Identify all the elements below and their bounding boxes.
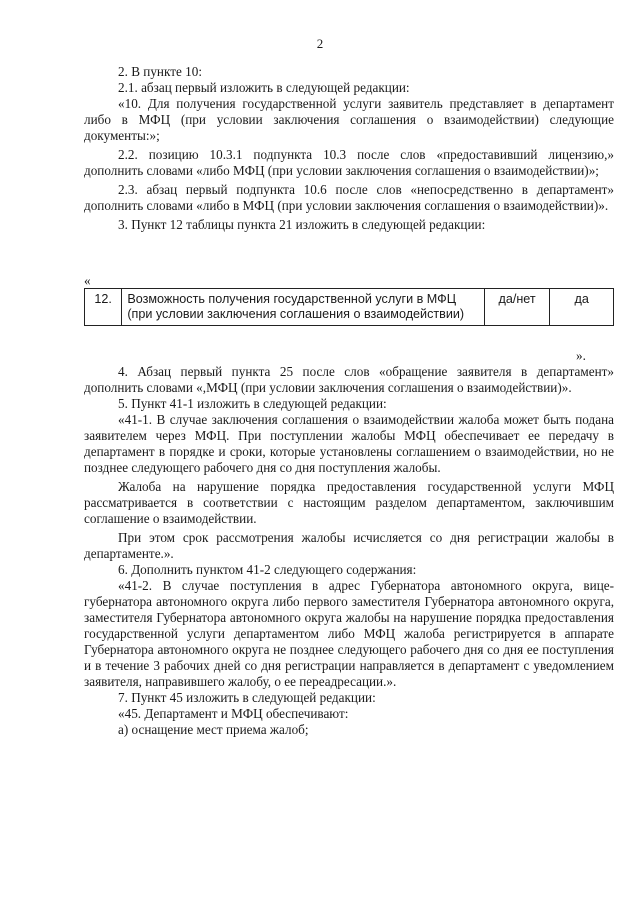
text-block-top [84, 64, 614, 233]
table-row [85, 289, 614, 326]
paragraph: 3. Пункт 12 таблицы пункта 21 изложить в следующей редакции: [118, 217, 486, 232]
paragraph: 4. Абзац первый пункта 25 после слов «обращение заявителя в департамент» дополнить словами «,МФЦ (при условии заключения соглашения о взаимодействии)». [84, 364, 614, 395]
table-cell-text: Возможность получения государственной услуги в МФЦ (при условии заключения соглашения о взаимодействии) [122, 289, 484, 326]
paragraph: 6. Дополнить пунктом 41-2 следующего содержания: [118, 562, 417, 577]
text-block-bottom [84, 364, 614, 738]
paragraph: 2.1. абзац первый изложить в следующей редакции: [118, 80, 410, 95]
paragraph: «41-1. В случае заключения соглашения о взаимодействии жалоба может быть подана заявителем через МФЦ. При поступлении жалобы МФЦ обеспечивает ее передачу в департамент в порядке и сроки, которые установлены соглашением о взаимодействии, но не позднее следующего рабочего дня со дня поступления жалобы. [84, 412, 614, 475]
paragraph: а) оснащение мест приема жалоб; [118, 722, 309, 737]
paragraph: 7. Пункт 45 изложить в следующей редакции: [118, 690, 376, 705]
replacement-table [84, 288, 614, 326]
paragraph: «45. Департамент и МФЦ обеспечивают: [118, 706, 349, 721]
table-cell-number: 12. [85, 289, 122, 326]
paragraph: 5. Пункт 41-1 изложить в следующей редакции: [118, 396, 387, 411]
paragraph: 2.3. абзац первый подпункта 10.6 после слов «непосредственно в департамент» дополнить словами «либо в МФЦ (при условии заключения соглашения о взаимодействии)». [84, 182, 614, 213]
table-cell-question: да/нет [484, 289, 550, 326]
paragraph: 2.2. позицию 10.3.1 подпункта 10.3 после слов «предоставивший лицензию,» дополнить словами «либо МФЦ (при условии заключения соглашения о взаимодействии)»; [84, 147, 614, 178]
table-cell-answer: да [550, 289, 614, 326]
paragraph: «10. Для получения государственной услуги заявитель представляет в департамент либо в МФЦ (при условии заключения соглашения о взаимодействии) следующие документы:»; [84, 96, 614, 143]
opening-quote: « [84, 273, 91, 288]
closing-quote: ». [576, 348, 586, 363]
page-number: 2 [316, 36, 324, 51]
paragraph: «41-2. В случае поступления в адрес Губернатора автономного округа, вице-губернатора автономного округа либо первого заместителя Губернатора автономного округа, заместителя Губернатора автономного округа жалобы на нарушение порядка предоставления государственной услуги департаментом либо МФЦ жалоба регистрируется в аппарате Губернатора автономного округа не позднее следующего рабочего дня со дня ее поступления и в течение 3 рабочих дней со дня регистрации направляется в департамент с уведомлением заявителя, направившего жалобу, о ее переадресации.». [84, 578, 614, 689]
paragraph: Жалоба на нарушение порядка предоставления государственной услуги МФЦ рассматривается в соответствии с настоящим разделом департаментом, заключившим соглашение о взаимодействии. [84, 479, 614, 526]
paragraph: При этом срок рассмотрения жалобы исчисляется со дня регистрации жалобы в департаменте.». [84, 530, 614, 561]
paragraph: 2. В пункте 10: [118, 64, 202, 79]
